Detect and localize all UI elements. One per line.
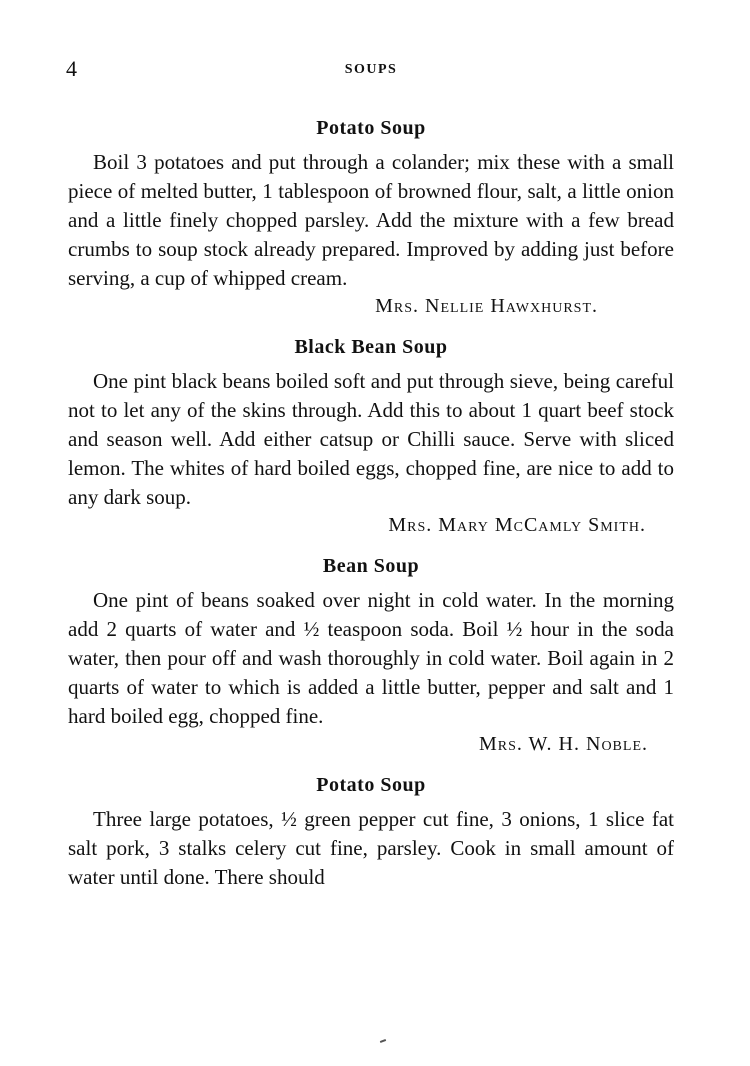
recipe-bean-soup (68, 552, 674, 757)
running-head: SOUPS (344, 62, 398, 77)
recipe-potato-soup (68, 114, 674, 319)
page-header (66, 56, 676, 86)
recipe-title: Bean Soup (322, 555, 420, 577)
recipe-body: One pint of beans soaked over night in cold water. In the morning add 2 quarts of water and ½ teaspoon soda. Boil ½ hour in the soda water, then pour off and wash thoroughly in cold water. Boil again in 2 quarts of water to which is added a little butter, pepper and salt and 1 hard boiled egg, chopped fine. (68, 588, 674, 728)
recipe-author: Mrs. W. H. Noble. (478, 733, 648, 755)
recipe-title: Potato Soup (316, 774, 426, 796)
recipe-body: Boil 3 potatoes and put through a colander; mix these with a small piece of melted butter, 1 tablespoon of browned flour, salt, a little onion and a little finely chopped parsley. Add the mixture with a few bread crumbs to soup stock already prepared. Improved by adding just before serving, a cup of whipped cream. (68, 150, 674, 290)
recipe-body: Three large potatoes, ½ green pepper cut fine, 3 onions, 1 slice fat salt pork, 3 stalks celery cut fine, parsley. Cook in small amount of water until done. There should (68, 807, 674, 889)
recipe-author: Mrs. Mary McCamly Smith. (388, 514, 646, 536)
recipe-title: Black Bean Soup (294, 336, 448, 358)
recipe-potato-soup-2 (68, 771, 674, 892)
page-number: 4 (66, 56, 77, 81)
recipe-author: Mrs. Nellie Hawxhurst. (375, 295, 598, 317)
recipe-title: Potato Soup (316, 117, 426, 139)
page-content (68, 114, 674, 892)
recipe-black-bean-soup (68, 333, 674, 538)
recipe-body: One pint black beans boiled soft and put through sieve, being careful not to let any of the skins through. Add this to about 1 quart beef stock and season well. Add either catsup or Chilli sauce. Serve with sliced lemon. The whites of hard boiled eggs, chopped fine, are nice to add to any dark soup. (68, 369, 674, 509)
print-speck (380, 1039, 386, 1043)
